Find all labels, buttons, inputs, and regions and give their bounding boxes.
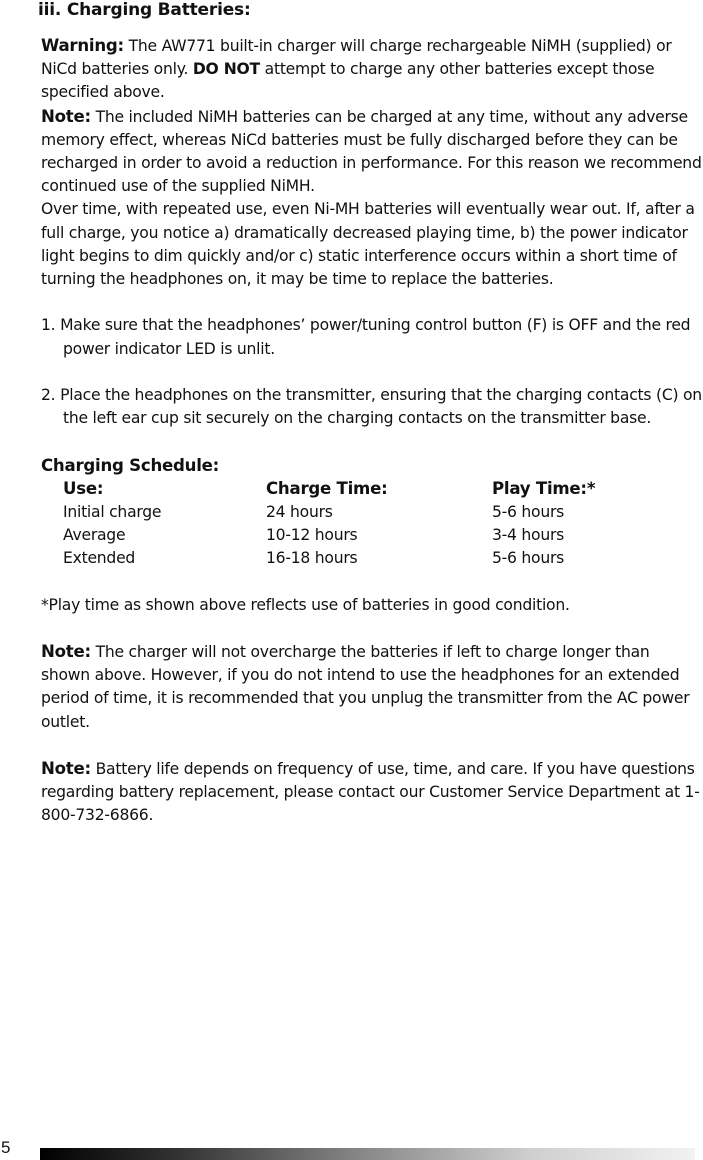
spacer bbox=[41, 291, 703, 314]
schedule-title: Charging Schedule: bbox=[41, 455, 220, 475]
warning-text-1: The AW771 built-in charger will charge rechargeable NiMH (supplied) or NiCd batteries only. bbox=[41, 37, 672, 79]
cell-charge-time: 10-12 hours bbox=[266, 526, 358, 545]
warning-paragraph bbox=[41, 34, 703, 105]
warning-emphasis: DO NOT bbox=[192, 60, 260, 79]
battery-wear-paragraph: Over time, with repeated use, even Ni-MH batteries will eventually wear out. If, after a full charge, you notice a) dramatically decreased playing time, b) the power indicator light begins to dim quickly and/or c) static interference occurs within a short time of turning the headphones on, it may be time to replace the batteries. bbox=[41, 200, 695, 289]
section-heading: iii. Charging Batteries: bbox=[38, 0, 251, 20]
charging-schedule-table bbox=[63, 477, 642, 571]
schedule-footnote: *Play time as shown above reflects use of batteries in good condition. bbox=[41, 595, 570, 614]
note-text: The included NiMH batteries can be charged at any time, without any adverse memory effect, whereas NiCd batteries must be fully discharged before they can be recharged in order to avoid a reduction in performance. For this reason we recommend continued use of the supplied NiMH. bbox=[41, 107, 702, 196]
note-label: Note: bbox=[41, 642, 91, 661]
note-text: Battery life depends on frequency of use, time, and care. If you have questions regarding battery replacement, please contact our Customer Service Department at 1-800-732-6866. bbox=[41, 760, 700, 825]
table-header-row bbox=[63, 477, 642, 501]
header-charge-time: Charge Time: bbox=[266, 478, 388, 498]
cell-charge-time: 16-18 hours bbox=[266, 549, 358, 568]
note-text: The charger will not overcharge the batteries if left to charge longer than shown above. However, if you do not intend to use the headphones for an extended period of time, it is recommended that you unplug the transmitter from the AC power outlet. bbox=[41, 643, 690, 731]
cell-play-time: 3-4 hours bbox=[492, 526, 565, 545]
body-content bbox=[41, 34, 703, 828]
cell-play-time: 5-6 hours bbox=[492, 549, 565, 568]
spacer bbox=[41, 570, 703, 593]
page-number: 5 bbox=[1, 1138, 11, 1157]
header-use: Use: bbox=[63, 478, 104, 498]
table-row bbox=[63, 547, 642, 570]
step-2: 2. Place the headphones on the transmitter, ensuring that the charging contacts (C) on the left ear cup sit securely on the charging contacts on the transmitter base. bbox=[41, 386, 702, 428]
spacer bbox=[41, 734, 703, 757]
header-play-time: Play Time:* bbox=[492, 478, 596, 498]
table-row bbox=[63, 524, 642, 547]
spacer bbox=[41, 617, 703, 640]
cell-charge-time: 24 hours bbox=[266, 502, 333, 521]
spacer bbox=[41, 361, 703, 384]
step-1: 1. Make sure that the headphones’ power/tuning control button (F) is OFF and the red power indicator LED is unlit. bbox=[41, 316, 691, 358]
footer-gradient-bar bbox=[40, 1148, 695, 1160]
note-nimh-paragraph bbox=[41, 105, 703, 199]
warning-label: Warning: bbox=[41, 36, 124, 55]
cell-play-time: 5-6 hours bbox=[492, 502, 565, 521]
note-overcharge-paragraph bbox=[41, 640, 703, 734]
note-battery-life-paragraph bbox=[41, 757, 703, 828]
cell-use: Initial charge bbox=[63, 502, 162, 521]
cell-use: Extended bbox=[63, 549, 136, 568]
note-label: Note: bbox=[41, 759, 91, 778]
table-row bbox=[63, 501, 642, 524]
warning-text-2: attempt to charge any other batteries except those specified above. bbox=[41, 60, 655, 102]
spacer bbox=[41, 430, 703, 453]
note-label: Note: bbox=[41, 106, 91, 126]
cell-use: Average bbox=[63, 526, 126, 545]
